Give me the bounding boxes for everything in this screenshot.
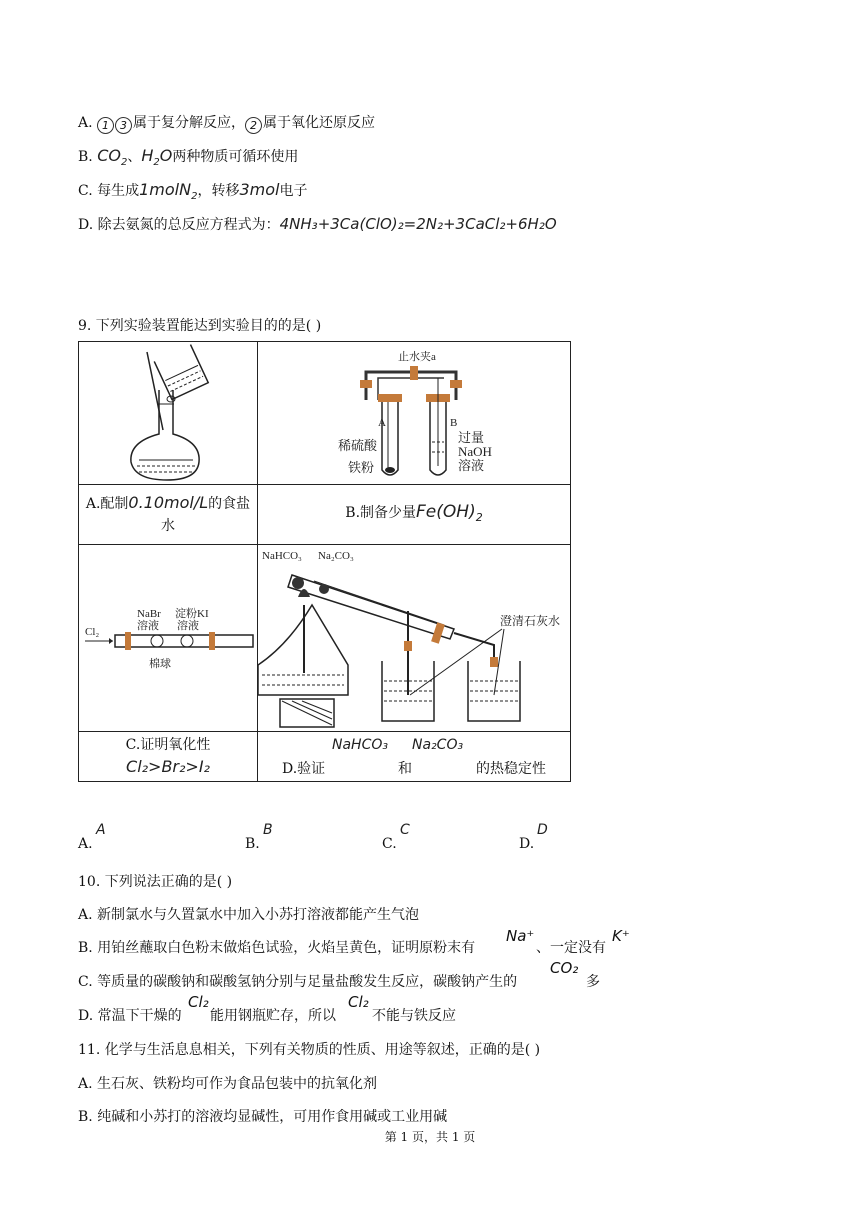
label-nabr: NaBr [137,608,161,620]
label-clamp-a: 止水夹a [398,351,436,363]
formula-3mol: 3mol [239,180,280,199]
label-ki-solution: 溶液 [177,620,199,632]
formula-h2o-sub: 2 [153,156,160,168]
q8-c-text: ，转移 [197,183,240,199]
label-nabr-solution: 溶液 [137,620,159,632]
q10-b-text: B. 用铂丝蘸取白色粉末做焰色试验，火焰呈黄色，证明原粉末有 [78,940,476,956]
caption-c-text: C.证明氧化性 [125,737,211,753]
caption-d [258,732,571,782]
label-na2co3: Na₂CO₃ [318,550,354,562]
label-solution: 溶液 [458,458,485,473]
q10-d-text-3: 不能与铁反应 [372,1008,456,1024]
q10-stem: 10. 下列说法正确的是( ) [78,874,233,890]
alcohol-lamp-icon [258,589,348,727]
q8-d-prefix: D. 除去氨氮的总反应方程式为： [78,217,280,233]
volumetric-flask-icon [131,390,199,480]
q11-stem: 11. 化学与生活息息相关，下列有关物质的性质、用途等叙述，正确的是( ) [78,1042,541,1058]
formula-co2-c: CO₂ [550,959,579,977]
formula-cl2-1: Cl₂ [188,993,209,1011]
formula-co2-sub: 2 [120,156,128,168]
label-limewater: 澄清石灰水 [500,614,561,628]
formula-h2o-o: O [159,146,173,165]
figure-b-fe-oh-2-apparatus [258,342,571,485]
circled-number-3: 3 [115,117,132,134]
formula-co2: CO [97,146,121,165]
caption-c [79,732,258,782]
q10-c-text: C. 等质量的碳酸钠和碳酸氢钠分别与足量盐酸发生反应，碳酸钠产生的 [78,974,518,990]
q8-a-text: 属于复分解反应， [133,115,246,131]
caption-d-text: D.验证 [282,761,326,777]
label-cl2: Cl₂ [85,626,100,638]
figure-c-oxidation-tube [79,545,258,732]
choice-a-value[interactable]: A [96,822,106,838]
q10-option-c [78,959,600,992]
beaker-right [468,661,520,721]
figure-b-svg [258,342,570,484]
label-iron-powder: 铁粉 [348,460,375,475]
test-tube-a [378,394,402,475]
glass-tube-icon [115,635,253,647]
q8-a-prefix: A. [78,115,98,131]
q8-option-a [78,113,375,134]
choice-a-prefix[interactable]: A. [78,836,93,852]
formula-fe-oh-2-sub: 2 [475,510,483,524]
q10-c-text-2: 多 [586,974,600,990]
circled-number-1: 1 [97,117,114,134]
q9-apparatus-table [78,341,571,782]
caption-a [79,485,258,545]
q9-stem: 9. 下列实验装置能达到实验目的的是( ) [78,318,322,334]
q10-b-text-2: 、一定没有 [536,940,606,956]
formula-fe-oh-2: Fe(OH) [416,501,476,522]
q8-b-sep: 、 [127,149,142,165]
label-dilute-h2so4: 稀硫酸 [338,438,378,453]
figure-a-volumetric-flask [79,342,258,485]
caption-d-and: 和 [398,761,412,777]
choice-d-value[interactable]: D [537,822,548,838]
label-cotton: 棉球 [149,658,171,670]
formula-1moln2: 1molN [139,180,192,199]
clamp-icon [410,366,418,380]
q10-option-d [78,993,456,1026]
beaker-icon [154,345,208,400]
q11-option-a: A. 生石灰、铁粉均可作为食品包装中的抗氧化剂 [78,1076,378,1092]
choice-c-prefix[interactable]: C. [382,836,397,852]
q10-option-a: A. 新制氯水与久置氯水中加入小苏打溶液都能产生气泡 [78,907,420,923]
figure-a-svg [79,342,257,484]
q8-option-d [78,214,557,235]
choice-b-prefix[interactable]: B. [245,836,260,852]
ion-na-plus: Na⁺ [506,927,535,945]
q10-d-text: D. 常温下干燥的 [78,1008,182,1024]
q10-option-b [78,927,630,958]
caption-d-text-end: 的热稳定性 [476,761,546,777]
label-excess: 过量 [458,430,485,445]
formula-na2co3: Na₂CO₃ [412,737,464,753]
q11-option-b: B. 纯碱和小苏打的溶液均显碱性，可用作食用碱或工业用碱 [78,1109,448,1125]
q8-b-prefix: B. [78,149,98,165]
caption-b-text: B.制备少量 [345,504,417,521]
choice-b-value[interactable]: B [263,822,273,838]
caption-a-text-3: 水 [161,518,175,534]
caption-a-text: A.配制 [85,496,129,512]
choice-d-prefix[interactable]: D. [519,836,535,852]
choice-c-value[interactable]: C [400,822,410,838]
figure-d-svg [258,545,570,731]
cotton-ball-2 [181,635,193,647]
q8-option-b [78,146,298,173]
formula-h2o: H [141,146,154,165]
label-tube-b: B [450,417,458,429]
formula-cl2-2: Cl₂ [348,993,369,1011]
q8-option-c [78,180,307,207]
figure-c-svg [79,545,257,731]
q8-c-text-end: 电子 [279,183,308,199]
label-nahco3: NaHCO₃ [262,550,302,562]
ion-k-plus: K⁺ [612,927,630,945]
caption-a-text-2: 的食盐 [208,496,251,512]
formula-concentration: 0.10mol/L [128,493,209,512]
label-tube-a: A [378,417,386,429]
caption-b [258,485,571,545]
formula-oxidizing-order: Cl₂>Br₂>I₂ [126,757,210,776]
label-starch-ki: 淀粉KI [175,608,209,620]
test-tube-b [426,378,450,475]
q8-b-text: 两种物质可循环使用 [172,149,299,165]
q8-c-prefix: C. 每生成 [78,183,140,199]
reaction-equation: 4NH₃+3Ca(ClO)₂=2N₂+3CaCl₂+6H₂O [279,215,557,233]
formula-1moln2-sub: 2 [191,190,198,202]
circled-number-2: 2 [245,117,262,134]
q10-d-text-2: 能用钢瓶贮存，所以 [210,1008,336,1024]
q9-answer-choices [78,822,558,854]
q8-a-text-end: 属于氧化还原反应 [263,115,376,131]
page-footer: 第 1 页，共 1 页 [384,1130,476,1144]
formula-nahco3: NaHCO₃ [332,737,388,753]
figure-d-thermal-stability [258,545,571,732]
cotton-ball-1 [151,635,163,647]
label-naoh: NaOH [458,444,492,459]
